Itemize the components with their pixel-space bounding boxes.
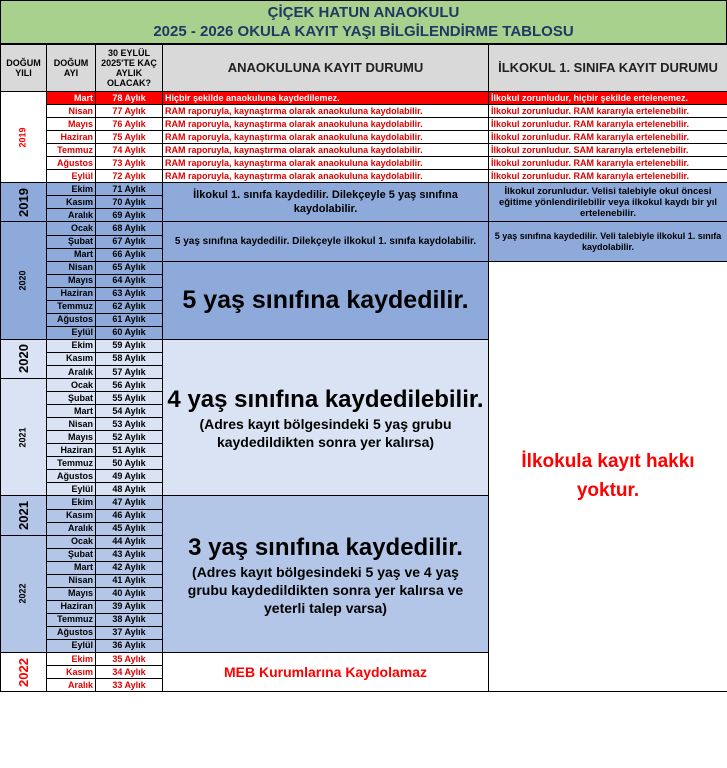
month-cell: Ekim — [47, 183, 96, 196]
table-row — [1, 118, 727, 131]
kindergarten-status: RAM raporuyla, kaynaştırma olarak anaokuluna kaydolabilir. — [163, 144, 489, 157]
month-cell: Ekim — [47, 653, 96, 666]
age-cell: 37 Aylık — [96, 626, 163, 639]
table-row — [1, 144, 727, 157]
age-cell: 67 Aylık — [96, 235, 163, 248]
month-cell: Kasım — [47, 666, 96, 679]
age-cell: 53 Aylık — [96, 418, 163, 431]
age-cell: 58 Aylık — [96, 352, 163, 365]
month-cell: Temmuz — [47, 300, 96, 313]
age-cell: 62 Aylık — [96, 300, 163, 313]
month-cell: Kasım — [47, 352, 96, 365]
age-cell: 41 Aylık — [96, 574, 163, 587]
table-row — [1, 92, 727, 105]
age-cell: 38 Aylık — [96, 613, 163, 626]
month-cell: Temmuz — [47, 144, 96, 157]
title-banner — [0, 0, 727, 44]
month-cell: Nisan — [47, 261, 96, 274]
month-cell: Kasım — [47, 196, 96, 209]
age-cell: 42 Aylık — [96, 561, 163, 574]
table-row — [1, 261, 727, 274]
month-cell: Mayıs — [47, 118, 96, 131]
month-cell: Ekim — [47, 339, 96, 352]
month-cell: Şubat — [47, 235, 96, 248]
age-cell: 45 Aylık — [96, 522, 163, 535]
age-cell: 72 Aylık — [96, 170, 163, 183]
kindergarten-block-5 — [163, 496, 489, 653]
kindergarten-status: RAM raporuyla, kaynaştırma olarak anaokuluna kaydolabilir. — [163, 118, 489, 131]
month-cell: Mayıs — [47, 587, 96, 600]
table-row — [1, 105, 727, 118]
month-cell: Eylül — [47, 326, 96, 339]
age-cell: 71 Aylık — [96, 183, 163, 196]
age-cell: 40 Aylık — [96, 587, 163, 600]
month-cell: Haziran — [47, 444, 96, 457]
age-cell: 52 Aylık — [96, 431, 163, 444]
year-2020: 2020 — [1, 222, 47, 339]
age-cell: 56 Aylık — [96, 379, 163, 392]
age-cell: 68 Aylık — [96, 222, 163, 235]
month-cell: Ocak — [47, 222, 96, 235]
age-cell: 55 Aylık — [96, 392, 163, 405]
kindergarten-status: RAM raporuyla, kaynaştırma olarak anaokuluna kaydolabilir. — [163, 170, 489, 183]
primary-status: İlkokul zorunludur. RAM kararıyla ertelenebilir. — [489, 105, 727, 118]
kindergarten-block-4 — [163, 339, 489, 496]
table-row — [1, 131, 727, 144]
table-row — [1, 170, 727, 183]
month-cell: Mart — [47, 92, 96, 105]
age-cell: 50 Aylık — [96, 457, 163, 470]
header-primary: İLKOKUL 1. SINIFA KAYIT DURUMU — [489, 45, 727, 92]
age-cell: 44 Aylık — [96, 535, 163, 548]
month-cell: Mart — [47, 561, 96, 574]
month-cell: Aralık — [47, 679, 96, 692]
month-cell: Ekim — [47, 496, 96, 509]
month-cell: Nisan — [47, 418, 96, 431]
primary-status: İlkokul zorunludur. SAM kararıyla ertelenebilir. — [489, 144, 727, 157]
age-cell: 54 Aylık — [96, 405, 163, 418]
age-cell: 61 Aylık — [96, 313, 163, 326]
age-cell: 33 Aylık — [96, 679, 163, 692]
year-2019: 2019 — [1, 92, 47, 183]
month-cell: Temmuz — [47, 613, 96, 626]
month-cell: Eylül — [47, 639, 96, 652]
age-cell: 65 Aylık — [96, 261, 163, 274]
month-cell: Şubat — [47, 548, 96, 561]
year-2022-late: 2022 — [1, 653, 47, 692]
primary-status: İlkokul zorunludur, hiçbir şekilde ertelenemez. — [489, 92, 727, 105]
year-2020-late: 2020 — [1, 339, 47, 378]
age-cell: 39 Aylık — [96, 600, 163, 613]
block-4-main: 4 yaş sınıfına kaydedilebilir. — [167, 386, 484, 414]
month-cell: Haziran — [47, 131, 96, 144]
month-cell: Kasım — [47, 509, 96, 522]
table-row — [1, 222, 727, 235]
year-2022: 2022 — [1, 535, 47, 652]
primary-block-2: 5 yaş sınıfına kaydedilir. Veli talebiyle ilkokul 1. sınıfa kaydolabilir. — [489, 222, 727, 261]
year-2021-late: 2021 — [1, 496, 47, 535]
kindergarten-block-2: 5 yaş sınıfına kaydedilir. Dilekçeyle ilkokul 1. sınıfa kaydolabilir. — [163, 222, 489, 261]
primary-block-3: İlkokula kayıt hakkı yoktur. — [489, 261, 727, 692]
age-cell: 57 Aylık — [96, 365, 163, 378]
kindergarten-status: RAM raporuyla, kaynaştırma olarak anaokuluna kaydolabilir. — [163, 157, 489, 170]
header-birth-year: DOĞUM YILI — [1, 45, 47, 92]
primary-block-1: İlkokul zorunludur. Velisi talebiyle okul öncesi eğitime yönlendirilebilir veya ilkokul kaydı bir yıl ertelenebilir. — [489, 183, 727, 222]
age-cell: 34 Aylık — [96, 666, 163, 679]
kindergarten-block-1: İlkokul 1. sınıfa kaydedilir. Dilekçeyle 5 yaş sınıfına kaydolabilir. — [163, 183, 489, 222]
month-cell: Mayıs — [47, 274, 96, 287]
age-cell: 51 Aylık — [96, 444, 163, 457]
month-cell: Haziran — [47, 600, 96, 613]
age-cell: 59 Aylık — [96, 339, 163, 352]
header-kindergarten: ANAOKULUNA KAYIT DURUMU — [163, 45, 489, 92]
age-cell: 75 Aylık — [96, 131, 163, 144]
month-cell: Eylül — [47, 170, 96, 183]
age-cell: 74 Aylık — [96, 144, 163, 157]
header-age-months: 30 EYLÜL 2025'TE KAÇ AYLIK OLACAK? — [96, 45, 163, 92]
kindergarten-block-6: MEB Kurumlarına Kaydolamaz — [163, 653, 489, 692]
primary-status: İlkokul zorunludur. RAM kararıyla ertelenebilir. — [489, 118, 727, 131]
month-cell: Eylül — [47, 483, 96, 496]
age-cell: 66 Aylık — [96, 248, 163, 261]
block-5-sub: (Adres kayıt bölgesindeki 5 yaş ve 4 yaş grubu kaydedildikten sonra yer kalırsa ve yeterli talep varsa) — [187, 563, 464, 616]
block-4-sub: (Adres kayıt bölgesindeki 5 yaş grubu kaydedildikten sonra yer kalırsa) — [199, 416, 452, 451]
table-row — [1, 183, 727, 196]
month-cell: Mart — [47, 248, 96, 261]
age-cell: 48 Aylık — [96, 483, 163, 496]
age-cell: 73 Aylık — [96, 157, 163, 170]
age-cell: 63 Aylık — [96, 287, 163, 300]
month-cell: Aralık — [47, 365, 96, 378]
kindergarten-status: RAM raporuyla, kaynaştırma olarak anaokuluna kaydolabilir. — [163, 131, 489, 144]
month-cell: Ağustos — [47, 313, 96, 326]
primary-status: İlkokul zorunludur. RAM kararıyla ertelenebilir. — [489, 170, 727, 183]
age-cell: 76 Aylık — [96, 118, 163, 131]
school-name: ÇİÇEK HATUN ANAOKULU — [267, 4, 460, 21]
month-cell: Aralık — [47, 522, 96, 535]
age-cell: 70 Aylık — [96, 196, 163, 209]
age-cell: 69 Aylık — [96, 209, 163, 222]
kindergarten-status: RAM raporuyla, kaynaştırma olarak anaokuluna kaydolabilir. — [163, 105, 489, 118]
month-cell: Aralık — [47, 209, 96, 222]
month-cell: Şubat — [47, 392, 96, 405]
registration-table — [0, 44, 727, 692]
age-cell: 77 Aylık — [96, 105, 163, 118]
month-cell: Ağustos — [47, 157, 96, 170]
year-2021: 2021 — [1, 379, 47, 496]
primary-status: İlkokul zorunludur. RAM kararıyla ertelenebilir. — [489, 157, 727, 170]
age-cell: 35 Aylık — [96, 653, 163, 666]
month-cell: Haziran — [47, 287, 96, 300]
age-cell: 36 Aylık — [96, 639, 163, 652]
age-cell: 60 Aylık — [96, 326, 163, 339]
kindergarten-block-3: 5 yaş sınıfına kaydedilir. — [163, 261, 489, 339]
month-cell: Ağustos — [47, 470, 96, 483]
age-cell: 47 Aylık — [96, 496, 163, 509]
block-5-main: 3 yaş sınıfına kaydedilir. — [188, 533, 463, 561]
header-row — [1, 45, 727, 92]
month-cell: Ağustos — [47, 626, 96, 639]
table-row — [1, 157, 727, 170]
kindergarten-status: Hiçbir şekilde anaokuluna kaydedilemez. — [163, 92, 489, 105]
month-cell: Temmuz — [47, 457, 96, 470]
age-cell: 78 Aylık — [96, 92, 163, 105]
month-cell: Ocak — [47, 379, 96, 392]
age-cell: 43 Aylık — [96, 548, 163, 561]
table-title: 2025 - 2026 OKULA KAYIT YAŞI BİLGİLENDİRME TABLOSU — [153, 23, 574, 40]
age-cell: 46 Aylık — [96, 509, 163, 522]
primary-status: İlkokul zorunludur. RAM kararıyla ertelenebilir. — [489, 131, 727, 144]
month-cell: Nisan — [47, 105, 96, 118]
month-cell: Mart — [47, 405, 96, 418]
month-cell: Nisan — [47, 574, 96, 587]
age-cell: 49 Aylık — [96, 470, 163, 483]
age-cell: 64 Aylık — [96, 274, 163, 287]
month-cell: Mayıs — [47, 431, 96, 444]
header-birth-month: DOĞUM AYI — [47, 45, 96, 92]
month-cell: Ocak — [47, 535, 96, 548]
year-2019-late: 2019 — [1, 183, 47, 222]
